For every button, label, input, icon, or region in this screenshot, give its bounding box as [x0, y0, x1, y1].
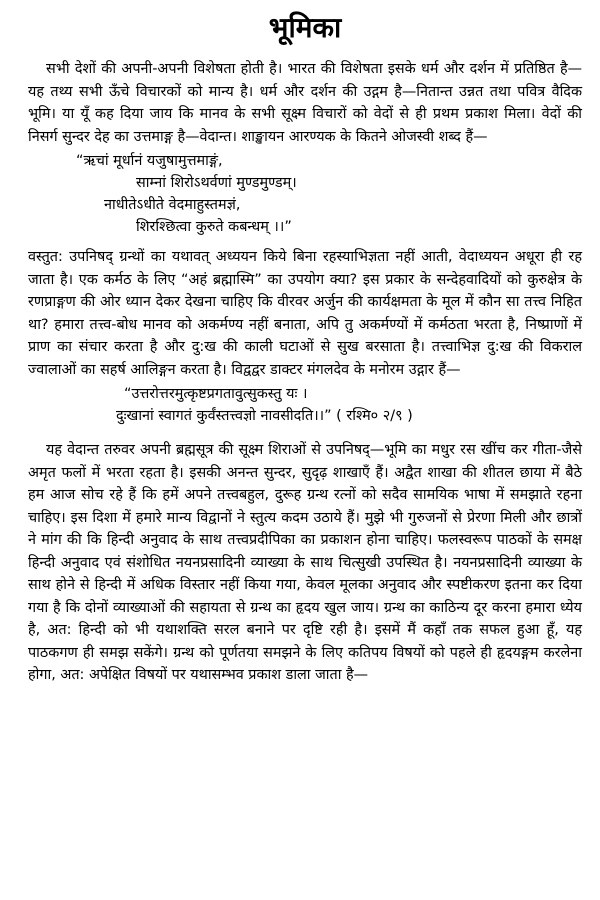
paragraph-vedanta-tree: यह वेदान्त तरुवर अपनी ब्रह्मसूत्र की सूक्ष्म शिराओं से उपनिषद्—भूमि का मधुर रस खींच कर गीता-जैसे अमृत फलों में भरता रहता है। इसकी अनन्त सुन्दर, सुदृढ़ शाखाएँ हैं। अद्वैत शाखा की शीतल छाया में बैठे हम आज सोच रहे हैं कि हमें अपने तत्त्वबहुल, दुरूह ग्रन्थ रत्नों को सदैव सामयिक भाषा में समझाते रहना चाहिए। इस दिशा में हमारे मान्य विद्वानों ने स्तुत्य कदम उठाये हैं। मुझे भी गुरुजनों से प्रेरणा मिली और छात्रों ने मांग की कि हिन्दी अनुवाद के साथ तत्त्वप्रदीपिका का प्रकाशन होना चाहिए। फलस्वरूप पाठकों के समक्ष हिन्दी अनुवाद एवं संशोधित नयनप्रसादिनी व्याख्या के साथ चित्सुखी उपस्थित है। नयनप्रसादिनी व्याख्या के साथ होने से हिन्दी में अधिक विस्तार नहीं किया गया, केवल मूलका अनुवाद और स्पष्टीकरण इतना कर दिया गया है कि दोनों व्याख्याओं की सहायता से ग्रन्थ का हृदय खुल जाय। ग्रन्थ का काठिन्य दूर करना हमारा ध्येय है, अत: हिन्दी को भी यथाशक्ति सरल बनाने पर दृष्टि रही है। इसमें मैं कहाँ तक सफल हुआ हूँ, यह पाठकगण ही समझ सकेंगे। ग्रन्थ को पूर्णतया समझने के लिए कतिपय विषयों को पहले ही हृदयङ्गम करलेना होगा, अत: अपेक्षित विषयों पर यथासम्भव प्रकाश डाला जाता है—	[28, 442, 582, 683]
verse-line: नाधीतेऽधीते वेदमाहुस्तमज्ञं,	[104, 197, 241, 213]
verse-line: दुःखानां स्वागतं कुर्वंस्तत्त्वज्ञो नावसीदति।।” ( रश्मि० २/९ )	[116, 408, 413, 424]
verse-line: “उत्तरोत्तरमुत्कृष्टप्रगतावुत्सुकस्तु यः ।	[124, 386, 308, 402]
page-title: भूमिका	[268, 11, 342, 44]
paragraph-upanishad: वस्तुत: उपनिषद् ग्रन्थों का यथावत् अध्ययन किये बिना रहस्याभिज्ञता नहीं आती, वेदाध्ययन अधूरा ही रह जाता है। एक कर्मठ के लिए “अहं ब्रह्मास्मि” का उपयोग क्या? इस प्रकार के सन्देहवादियों को कुरुक्षेत्र के रणप्राङ्गण की ओर ध्यान देकर देखना चाहिए कि वीरवर अर्जुन की कार्यक्षमता के मूल में कौन सा तत्त्व निहित था? हमारा तत्त्व-बोध मानव को अकर्मण्य नहीं बनाता, अपि तु अकर्मण्यों में कर्मठता भरता है, निष्प्राणों में प्राण का संचार करता है और दु:ख की काली घटाओं से सुख बरसाता है। तत्त्वाभिज्ञ दु:ख की विकराल ज्वालाओं का सहर्ष आलिङ्गन करता है। विद्वद्वर डाक्टर मंगलदेव के मनोरम उद्गार हैं—	[28, 249, 582, 378]
verse-line: “ऋचां मूर्धानं यजुषामुत्तमाङ्गं,	[76, 153, 223, 169]
verse-line: साम्नां शिरोऽथर्वणां मुण्डमुण्डम्।	[136, 175, 297, 191]
verse-block-mangaldev	[28, 383, 582, 427]
verse-block-shankhayana	[28, 150, 582, 238]
verse-line: शिरश्छित्वा कुरुते कबन्धम् ।।”	[136, 219, 292, 235]
paragraph-intro: सभी देशों की अपनी-अपनी विशेषता होती है। भारत की विशेषता इसके धर्म और दर्शन में प्रतिष्ठित है—यह तथ्य सभी ऊँचे विचारकों को मान्य है। धर्म और दर्शन की उद्गम है—नितान्त उन्नत तथा पवित्र वैदिक भूमि। या यूँ कह दिया जाय कि मानव के सभी सूक्ष्म विचारों को वेदों से ही प्रथम प्रकाश मिला। वेदों की निसर्ग सुन्दर देह का उत्तमाङ्ग है—वेदान्त। शाङ्खायन आरण्यक के कितने ओजस्वी शब्द हैं—	[28, 61, 582, 145]
